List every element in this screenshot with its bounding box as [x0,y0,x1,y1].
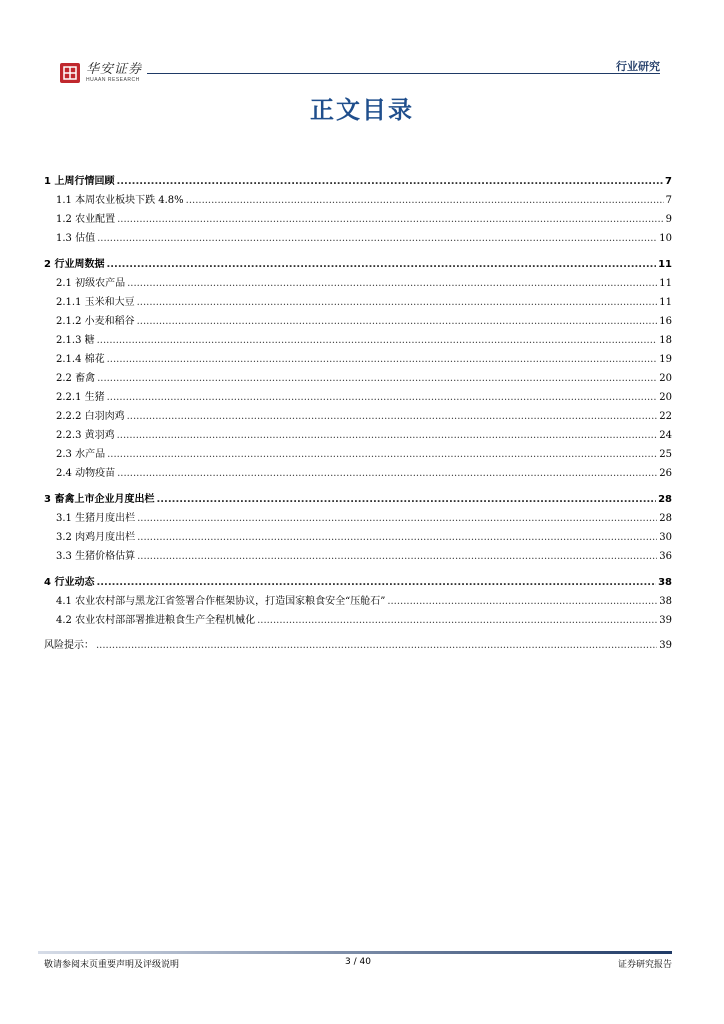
toc-entry[interactable] [44,210,672,229]
huaan-logo-icon [60,63,80,83]
toc-page-number: 11 [659,297,672,308]
toc-entry[interactable] [44,509,672,528]
toc-entry[interactable] [44,388,672,407]
header-divider [147,73,660,74]
toc-page-number: 39 [659,640,672,651]
toc-dot-leader [117,464,657,483]
toc-entry-label: 2.2.2 白羽肉鸡 [56,411,125,422]
toc-entry-label: 4.2 农业农村部部署推进粮食生产全程机械化 [56,615,256,626]
toc-page-number: 16 [659,316,672,327]
page-number: 3 / 40 [345,957,371,967]
toc-chapter-entry[interactable] [44,490,672,509]
toc-dot-leader [107,350,658,369]
toc-dot-leader [97,369,657,388]
toc-entry[interactable] [44,293,672,312]
toc-page-number: 25 [659,449,672,460]
toc-page-number: 39 [659,615,672,626]
toc-dot-leader [116,172,663,191]
table-of-contents [44,172,672,655]
toc-page-number: 36 [659,551,672,562]
toc-entry-label: 1.3 估值 [56,233,96,244]
toc-dot-leader [387,592,657,611]
footer-disclaimer: 敬请参阅末页重要声明及评级说明 [44,960,180,970]
toc-entry-label: 2.2 畜禽 [56,373,96,384]
toc-entry-label: 2 行业周数据 [44,259,105,270]
toc-page-number: 11 [658,259,672,270]
toc-page-number: 24 [659,430,672,441]
toc-dot-leader [156,490,656,509]
toc-entry-label: 3.2 肉鸡月度出栏 [56,532,136,543]
toc-entry[interactable] [44,407,672,426]
toc-page-number: 19 [659,354,672,365]
toc-dot-leader [137,509,657,528]
toc-chapter-entry[interactable] [44,573,672,592]
toc-entry-label: 2.1.4 棉花 [56,354,105,365]
toc-dot-leader [96,636,657,655]
toc-page-number: 9 [665,214,672,225]
toc-dot-leader [106,255,656,274]
toc-page-number: 20 [659,373,672,384]
toc-page-number: 22 [659,411,672,422]
toc-dot-leader [107,388,658,407]
toc-entry-label: 2.1.1 玉米和大豆 [56,297,135,308]
logo-en-text: HUAAN RESEARCH [86,77,140,83]
toc-entry-label: 2.1.2 小麦和稻谷 [56,316,135,327]
toc-page-number: 38 [659,596,672,607]
toc-page-number: 7 [665,195,672,206]
toc-entry[interactable] [44,369,672,388]
toc-dot-leader [97,229,657,248]
toc-entry-label: 1.2 农业配置 [56,214,116,225]
footer-divider [38,951,672,954]
company-logo [60,63,142,83]
toc-entry-label: 2.1.3 糖 [56,335,95,346]
toc-entry-label: 4 行业动态 [44,577,95,588]
toc-page-number: 26 [659,468,672,479]
toc-page-number: 28 [658,494,672,505]
toc-chapter-entry[interactable] [44,172,672,191]
toc-page-number: 10 [659,233,672,244]
toc-page-number: 18 [659,335,672,346]
page-title: 正文目录 [310,96,414,124]
toc-entry-label: 2.2.1 生猪 [56,392,105,403]
toc-dot-leader [117,210,664,229]
toc-entry-label: 1.1 本周农业板块下跌 4.8% [56,195,184,206]
toc-entry[interactable] [44,274,672,293]
toc-dot-leader [96,573,656,592]
toc-dot-leader [117,426,658,445]
toc-entry-label: 2.3 水产品 [56,449,106,460]
toc-entry-label: 2.4 动物疫苗 [56,468,116,479]
toc-entry[interactable] [44,611,672,630]
toc-dot-leader [137,312,658,331]
toc-page-number: 28 [659,513,672,524]
toc-chapter-entry[interactable] [44,255,672,274]
toc-dot-leader [127,407,658,426]
toc-dot-leader [186,191,664,210]
toc-dot-leader [257,611,657,630]
toc-page-number: 20 [659,392,672,403]
toc-entry[interactable] [44,426,672,445]
toc-dot-leader [127,274,657,293]
toc-entry[interactable] [44,445,672,464]
toc-entry-label: 3.3 生猪价格估算 [56,551,136,562]
toc-entry[interactable] [44,312,672,331]
section-label: 行业研究 [616,60,660,73]
toc-entry-label: 3.1 生猪月度出栏 [56,513,136,524]
page-header [0,0,724,90]
toc-dot-leader [107,445,657,464]
toc-entry[interactable] [44,636,672,655]
toc-entry-label: 4.1 农业农村部与黑龙江省签署合作框架协议，打造国家粮食安全“压舱石” [56,596,386,607]
toc-entry-label: 3 畜禽上市企业月度出栏 [44,494,155,505]
toc-dot-leader [137,293,658,312]
toc-entry[interactable] [44,464,672,483]
toc-entry[interactable] [44,350,672,369]
report-type: 证券研究报告 [617,960,672,970]
toc-page-number: 7 [665,176,672,187]
toc-entry[interactable] [44,592,672,611]
toc-entry[interactable] [44,547,672,566]
toc-page-number: 38 [658,577,672,588]
toc-page-number: 11 [659,278,672,289]
toc-entry[interactable] [44,528,672,547]
toc-dot-leader [137,528,657,547]
toc-page-number: 30 [659,532,672,543]
toc-entry-label: 2.1 初级农产品 [56,278,126,289]
toc-dot-leader [137,547,657,566]
toc-entry[interactable] [44,331,672,350]
toc-entry-label: 1 上周行情回顾 [44,176,115,187]
toc-entry[interactable] [44,229,672,248]
toc-entry[interactable] [44,191,672,210]
toc-dot-leader [97,331,658,350]
toc-entry-label: 风险提示： [44,640,94,651]
toc-entry-label: 2.2.3 黄羽鸡 [56,430,115,441]
logo-cn-text: 华安证券 [86,62,143,77]
